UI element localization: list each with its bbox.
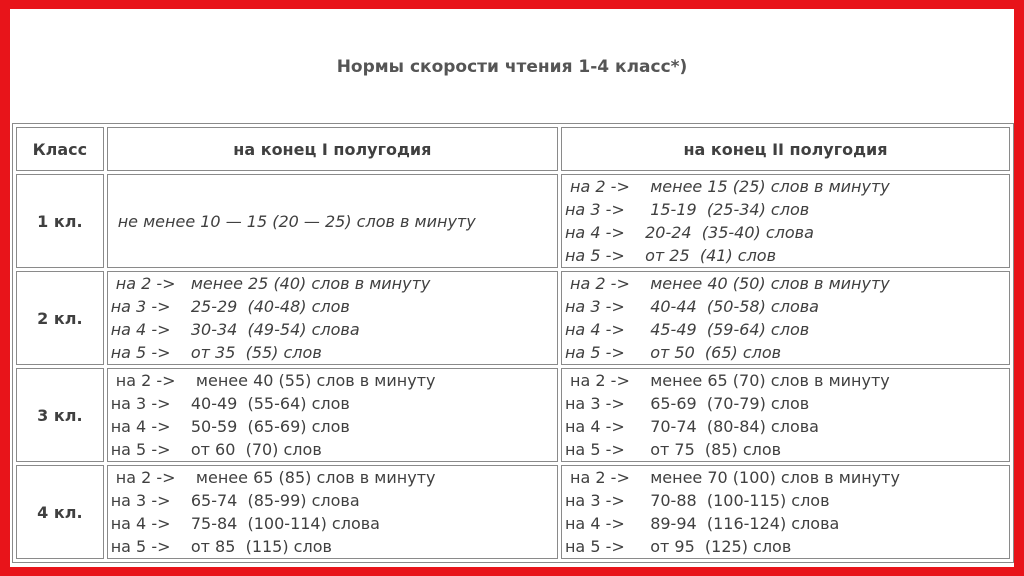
class-cell: 2 кл. xyxy=(16,271,104,365)
first-half-cell xyxy=(107,368,558,462)
norm-line: на 5 -> от 50 (65) слов xyxy=(564,343,782,362)
second-half-cell xyxy=(561,465,1010,559)
norm-line: на 3 -> 40-44 (50-58) слова xyxy=(564,297,819,316)
norm-line: на 4 -> 20-24 (35-40) слова xyxy=(564,223,814,242)
reading-norms-table xyxy=(12,123,1014,563)
norm-line: на 4 -> 30-34 (49-54) слова xyxy=(110,320,360,339)
table-row xyxy=(16,174,1010,268)
norm-line: на 5 -> от 35 (55) слов xyxy=(110,343,322,362)
table-row xyxy=(16,465,1010,559)
norm-line: на 5 -> от 60 (70) слов xyxy=(110,440,322,459)
norm-line: на 4 -> 45-49 (59-64) слов xyxy=(564,320,810,339)
norm-line: на 3 -> 25-29 (40-48) слов xyxy=(110,297,350,316)
class-cell: 1 кл. xyxy=(16,174,104,268)
second-half-cell xyxy=(561,174,1010,268)
norm-line: на 2 -> менее 65 (70) слов в минуту xyxy=(564,371,890,390)
table-row xyxy=(16,271,1010,365)
norm-line: на 5 -> от 85 (115) слов xyxy=(110,537,332,556)
norm-line: на 2 -> менее 15 (25) слов в минуту xyxy=(564,177,890,196)
second-half-cell xyxy=(561,368,1010,462)
page-title: Нормы скорости чтения 1-4 класс*) xyxy=(336,57,688,77)
header-second-half: на конец II полугодия xyxy=(561,127,1010,171)
table-header-row xyxy=(16,127,1010,171)
first-half-cell xyxy=(107,174,558,268)
norm-line: на 4 -> 75-84 (100-114) слова xyxy=(110,514,380,533)
norm-line: на 3 -> 15-19 (25-34) слов xyxy=(564,200,810,219)
norm-line: на 2 -> менее 65 (85) слов в минуту xyxy=(110,468,436,487)
header-class: Класс xyxy=(16,127,104,171)
norm-line: на 2 -> менее 40 (50) слов в минуту xyxy=(564,274,890,293)
class-cell: 4 кл. xyxy=(16,465,104,559)
norm-line: на 5 -> от 95 (125) слов xyxy=(564,537,792,556)
first-half-cell xyxy=(107,271,558,365)
class-cell: 3 кл. xyxy=(16,368,104,462)
norm-line: на 2 -> менее 40 (55) слов в минуту xyxy=(110,371,436,390)
norm-line: на 4 -> 89-94 (116-124) слова xyxy=(564,514,840,533)
norm-line: на 3 -> 70-88 (100-115) слов xyxy=(564,491,830,510)
norm-line: на 5 -> от 75 (85) слов xyxy=(564,440,782,459)
norm-line: на 2 -> менее 70 (100) слов в минуту xyxy=(564,468,900,487)
norm-line: на 3 -> 65-69 (70-79) слов xyxy=(564,394,810,413)
header-first-half: на конец I полугодия xyxy=(107,127,558,171)
norm-line: на 5 -> от 25 (41) слов xyxy=(564,246,777,265)
norm-line: на 2 -> менее 25 (40) слов в минуту xyxy=(110,274,431,293)
second-half-cell xyxy=(561,271,1010,365)
norm-line: не менее 10 — 15 (20 — 25) слов в минуту xyxy=(117,211,476,231)
table-row xyxy=(16,368,1010,462)
norm-line: на 4 -> 50-59 (65-69) слов xyxy=(110,417,350,436)
first-half-cell xyxy=(107,465,558,559)
norm-line: на 3 -> 65-74 (85-99) слова xyxy=(110,491,360,510)
page-frame xyxy=(10,9,1014,567)
norm-line: на 3 -> 40-49 (55-64) слов xyxy=(110,394,350,413)
norm-line: на 4 -> 70-74 (80-84) слова xyxy=(564,417,819,436)
